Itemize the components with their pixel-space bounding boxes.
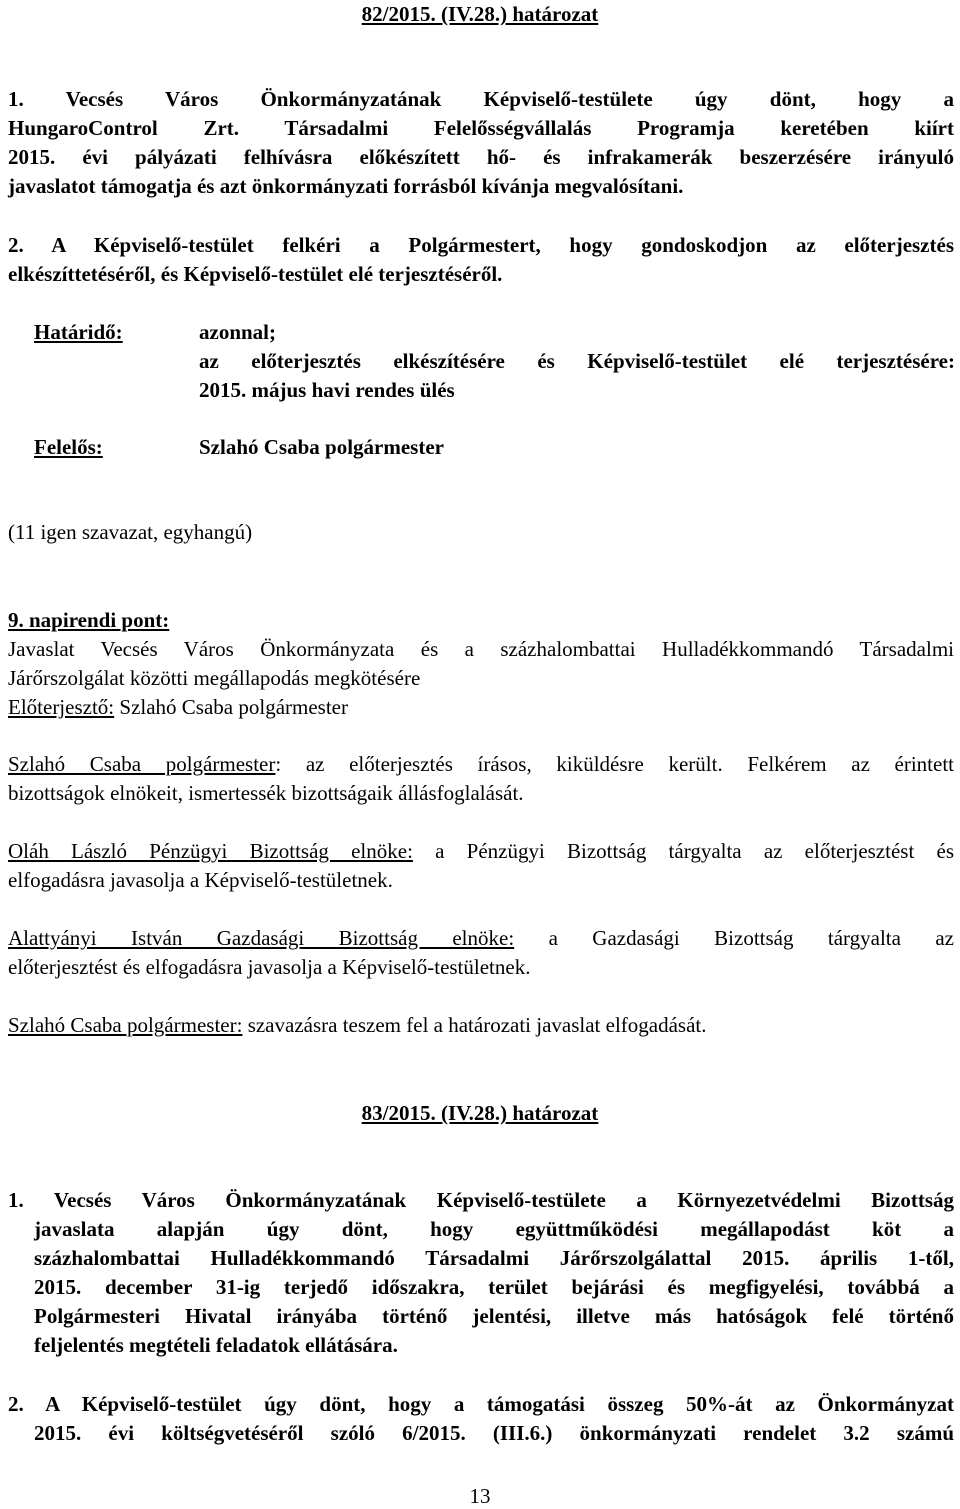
responsible-value: Szlahó Csaba polgármester bbox=[199, 435, 444, 459]
res82-p2-line1: 2. A Képviselő-testület felkéri a Polgármestert, hogy gondoskodjon az előterjesztés bbox=[8, 233, 954, 257]
speaker-name: Alattyányi István Gazdasági Bizottság elnöke: bbox=[8, 926, 515, 950]
agenda-title-line1: Javaslat Vecsés Város Önkormányzata és a százhalombattai Hulladékkommandó Társadalmi bbox=[8, 637, 954, 661]
deadline-line2: az előterjesztés elkészítésére és Képviselő-testület elé terjesztésére: bbox=[199, 349, 955, 373]
res83-p1-line4: 2015. december 31-ig terjedő időszakra, terület bejárási és megfigyelési, továbbá a bbox=[34, 1275, 954, 1299]
presenter-label: Előterjesztő: bbox=[8, 695, 115, 719]
speech-text: előterjesztést és elfogadásra javasolja a Képviselő-testületnek. bbox=[8, 955, 531, 979]
speech-text: a Gazdasági Bizottság tárgyalta az bbox=[514, 926, 954, 950]
res82-p1-line2: HungaroControl Zrt. Társadalmi Felelősségvállalás Programja keretében kiírt bbox=[8, 116, 954, 140]
presenter-value: Szlahó Csaba polgármester bbox=[114, 695, 348, 719]
speaker-name: Szlahó Csaba polgármester bbox=[8, 752, 276, 776]
res82-p1-line3: 2015. évi pályázati felhívásra előkészített hő- és infrakamerák beszerzésére irányuló bbox=[8, 145, 954, 169]
res82-point2 bbox=[8, 231, 954, 289]
res83-p1-line3: százhalombattai Hulladékkommandó Társadalmi Járőrszolgálattal 2015. április 1-től, bbox=[34, 1246, 954, 1270]
res83-p2-line1: 2. A Képviselő-testület úgy dönt, hogy a támogatási összeg 50%-át az Önkormányzat bbox=[8, 1392, 954, 1416]
speech-text: : az előterjesztés írásos, kiküldésre került. Felkérem az érintett bbox=[275, 752, 954, 776]
deadline-label: Határidő: bbox=[34, 320, 123, 344]
vote-result-82: (11 igen szavazat, egyhangú) bbox=[8, 520, 253, 544]
speech-mayor-2 bbox=[8, 1011, 707, 1040]
res83-p2-line2: 2015. évi költségvetéséről szóló 6/2015. (III.6.) önkormányzati rendelet 3.2 számú bbox=[34, 1421, 954, 1445]
speech-finance-committee bbox=[8, 837, 954, 895]
speaker-name: Szlahó Csaba polgármester: bbox=[8, 1013, 243, 1037]
agenda-heading: 9. napirendi pont: bbox=[8, 608, 170, 632]
speech-mayor-1 bbox=[8, 750, 954, 808]
res83-p1-line5: Polgármesteri Hivatal irányába történő jelentési, illetve más hatóságok felé történő bbox=[34, 1304, 954, 1328]
res83-point1-cont bbox=[34, 1215, 954, 1360]
speech-text: elfogadásra javasolja a Képviselő-testületnek. bbox=[8, 868, 393, 892]
responsible-label: Felelős: bbox=[34, 435, 103, 459]
res83-point1 bbox=[8, 1186, 954, 1215]
agenda-point-9 bbox=[8, 606, 954, 722]
page-number: 13 bbox=[469, 1484, 491, 1508]
speech-text: a Pénzügyi Bizottság tárgyalta az előterjesztést és bbox=[412, 839, 954, 863]
res83-p1-line2: javaslata alapján úgy dönt, hogy együttműködési megállapodást köt a bbox=[34, 1217, 954, 1241]
resolution-heading-83: 83/2015. (IV.28.) határozat bbox=[361, 1101, 599, 1125]
res83-point2 bbox=[8, 1390, 954, 1419]
agenda-title-line2: Járőrszolgálat közötti megállapodás megkötésére bbox=[8, 666, 421, 690]
presenter-line bbox=[8, 693, 954, 722]
deadline-line1: azonnal; bbox=[199, 320, 277, 344]
res83-p1-line6: feljelentés megtételi feladatok ellátására. bbox=[34, 1333, 398, 1357]
resolution-heading-82: 82/2015. (IV.28.) határozat bbox=[361, 2, 599, 26]
speech-text: szavazásra teszem fel a határozati javaslat elfogadását. bbox=[242, 1013, 707, 1037]
speech-economic-committee bbox=[8, 924, 954, 982]
res83-p1-line1: 1. Vecsés Város Önkormányzatának Képviselő-testülete a Környezetvédelmi Bizottság bbox=[8, 1188, 954, 1212]
res82-point1 bbox=[8, 85, 954, 201]
deadline-values bbox=[199, 318, 955, 405]
res83-point2-cont bbox=[34, 1419, 954, 1448]
res82-p1-line4: javaslatot támogatja és azt önkormányzati forrásból kívánja megvalósítani. bbox=[8, 174, 684, 198]
res82-p2-line2: elkészíttetéséről, és Képviselő-testület elé terjesztéséről. bbox=[8, 262, 503, 286]
speaker-name: Oláh László Pénzügyi Bizottság elnöke: bbox=[8, 839, 413, 863]
deadline-line3: 2015. május havi rendes ülés bbox=[199, 378, 455, 402]
res82-p1-line1: 1. Vecsés Város Önkormányzatának Képviselő-testülete úgy dönt, hogy a bbox=[8, 87, 954, 111]
speech-text: bizottságok elnökeit, ismertessék bizottságaik állásfoglalását. bbox=[8, 781, 524, 805]
